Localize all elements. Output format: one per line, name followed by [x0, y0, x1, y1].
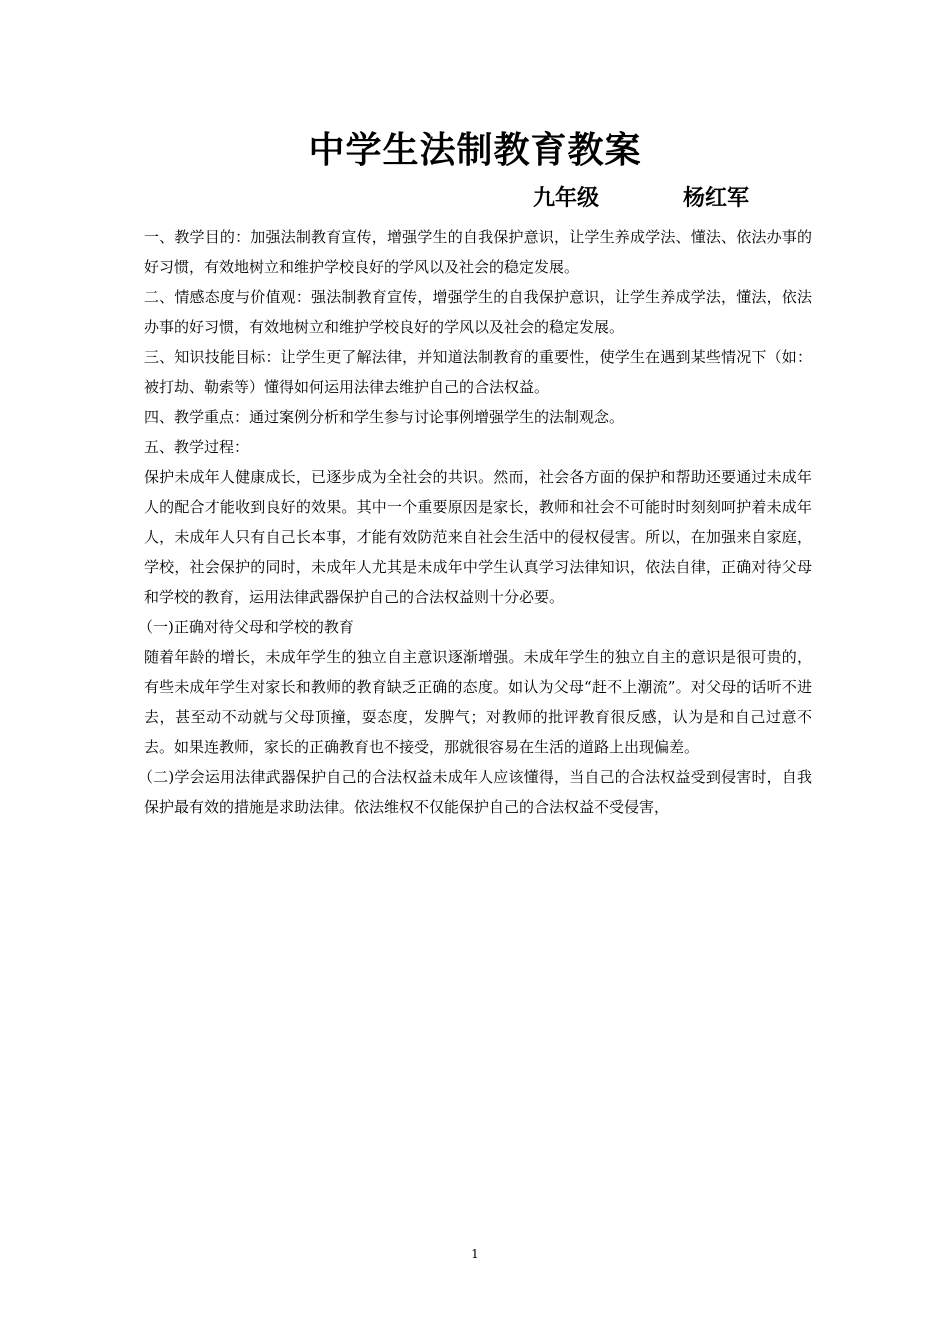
document-title: 中学生法制教育教案 — [308, 130, 642, 171]
subheading-1: （一)正确对待父母和学校的教育 — [138, 618, 354, 636]
paragraph-process-heading: 五、教学过程： — [144, 438, 250, 456]
paragraph-section-1: 随着年龄的增长，未成年学生的独立自主意识逐渐增强。未成年学生的独立自主的意识是很可贵的，有些未成年学生对家长和教师的教育缺乏正确的态度。如认为父母“赶不上潮流”。对父母的话听不进去，甚至动不动就与父母顶撞，耍态度，发脾气；对教师的批评教育很反感，认为是和自己过意不去。如果连教师，家长的正确教育也不接受，那就很容易在生活的道路上出现偏差。 — [144, 648, 812, 756]
paragraph-skill-goals: 三、知识技能目标：让学生更了解法律，并知道法制教育的重要性，使学生在遇到某些情况下（如：被打劫、勒索等）懂得如何运用法律去维护自己的合法权益。 — [144, 348, 812, 396]
page-number: 1 — [471, 1247, 479, 1261]
author-name: 杨红军 — [683, 186, 750, 211]
paragraph-key-points: 四、教学重点：通过案例分析和学生参与讨论事例增强学生的法制观念。 — [144, 408, 625, 426]
paragraph-section-2: （二)学会运用法律武器保护自己的合法权益未成年人应该懂得，当自己的合法权益受到侵害时，自我保护最有效的措施是求助法律。依法维权不仅能保护自己的合法权益不受侵害， — [138, 768, 812, 816]
paragraph-teaching-purpose: 一、教学目的：加强法制教育宣传，增强学生的自我保护意识，让学生养成学法、懂法、依法办事的好习惯，有效地树立和维护学校良好的学风以及社会的稳定发展。 — [144, 228, 812, 276]
paragraph-intro: 保护未成年人健康成长，已逐步成为全社会的共识。然而，社会各方面的保护和帮助还要通过未成年人的配合才能收到良好的效果。其中一个重要原因是家长，教师和社会不可能时时刻刻呵护着未成年人，未成年人只有自己长本事，才能有效防范来自社会生活中的侵权侵害。所以，在加强来自家庭，学校，社会保护的同时，未成年人尤其是未成年中学生认真学习法律知识，依法自律，正确对待父母和学校的教育，运用法律武器保护自己的合法权益则十分必要。 — [144, 468, 812, 606]
byline — [533, 183, 749, 215]
document-body — [138, 222, 812, 822]
paragraph-values: 二、情感态度与价值观：强法制教育宣传，增强学生的自我保护意识，让学生养成学法，懂法，依法办事的好习惯，有效地树立和维护学校良好的学风以及社会的稳定发展。 — [144, 288, 812, 336]
grade-label: 九年级 — [533, 186, 600, 211]
